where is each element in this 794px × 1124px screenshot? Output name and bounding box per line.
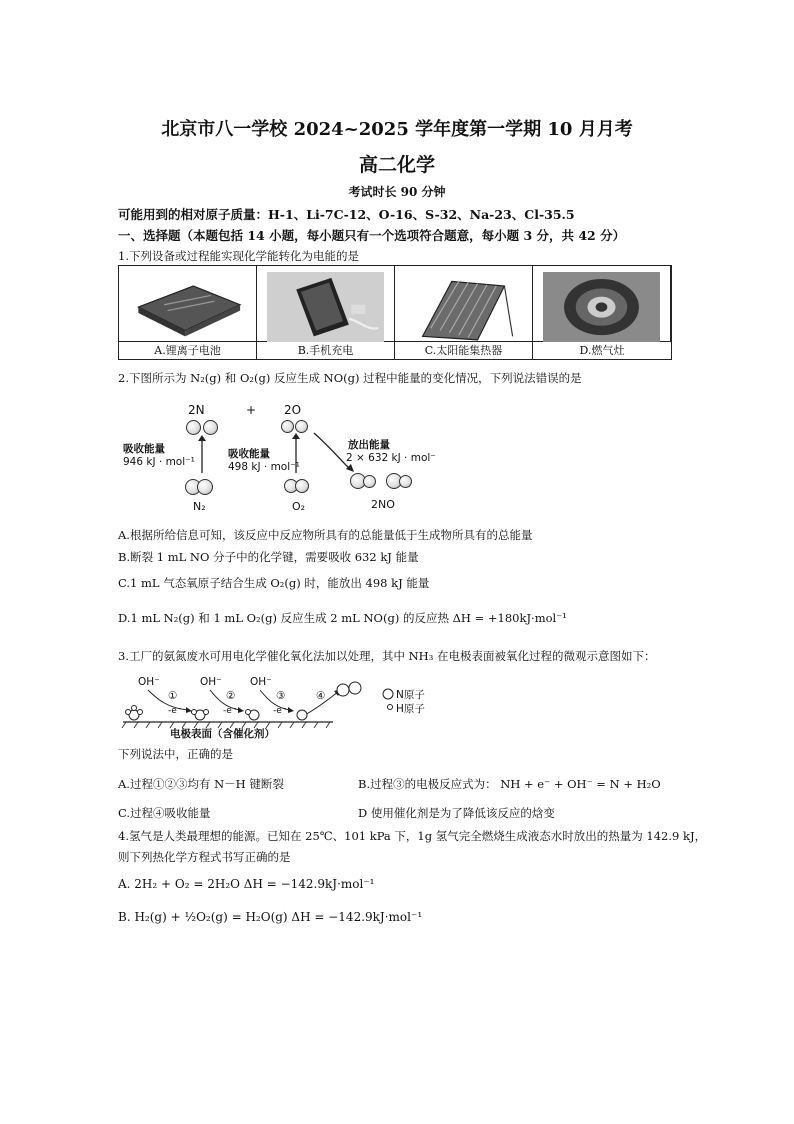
electron-2: -e⁻ — [223, 706, 237, 716]
q2-option-a: A.根据所给信息可知，该反应中反应物所具有的总能量低于生成物所具有的总能量 — [118, 528, 533, 542]
oh-label-3: OH⁻ — [250, 676, 272, 688]
label-plus: + — [246, 403, 257, 417]
q4-stem-line1: 4.氢气是人类最理想的能源。已知在 25℃、101 kPa 下，1g 氢气完全燃烧生成液态水时放出的热量为 142.9 kJ， — [118, 829, 707, 843]
q3-mechanism-diagram — [118, 670, 458, 742]
phone-charging-icon — [267, 272, 384, 342]
step-3: ③ — [276, 690, 286, 702]
q3-option-d: D 使用催化剂是为了降低该反应的焓变 — [358, 806, 555, 820]
q1-option-b: B.手机充电 — [257, 341, 395, 359]
legend-n-atom: N原子 — [396, 689, 425, 701]
q1-image-b — [257, 266, 395, 341]
exam-title: 北京市八一学校 2024~2025 学年度第一学期 10 月月考 — [161, 119, 633, 140]
n2-atom — [197, 479, 213, 495]
section-heading: 一、选择题（本题包括 14 小题，每小题只有一个选项符合题意，每小题 3 分，共 42 分） — [118, 228, 626, 243]
label-2no: 2NO — [371, 498, 395, 511]
q1-image-d — [533, 266, 671, 341]
absorb-value-2: 498 kJ · mol⁻¹ — [228, 461, 300, 473]
q4-option-b: B. H₂(g) + ½O₂(g) = H₂O(g) ΔH = −142.9kJ·mol⁻¹ — [118, 910, 423, 924]
atomic-masses: 可能用到的相对原子质量：H-1、Li-7C-12、O-16、S-32、Na-23、Cl-35.5 — [118, 207, 575, 222]
q2-energy-diagram — [118, 395, 438, 520]
label-2n: 2N — [188, 403, 205, 417]
q3-option-b: B.过程③的电极反应式为： NH + e⁻ + OH⁻ = N + H₂O — [358, 777, 661, 791]
q3-stem: 3.工厂的氨氮废水可用电化学催化氧化法加以处理，其中 NH₃ 在电极表面被氧化过程的微观示意图如下： — [118, 649, 656, 663]
q1-image-table — [118, 265, 672, 360]
exam-subject: 高二化学 — [358, 154, 435, 176]
q3-option-a: A.过程①②③均有 N－H 键断裂 — [118, 777, 284, 791]
absorb-label-2: 吸收能量 — [228, 448, 270, 460]
electron-3: -e⁻ — [273, 706, 287, 716]
q2-option-b: B.断裂 1 mL NO 分子中的化学键，需要吸收 632 kJ 能量 — [118, 550, 419, 564]
step-4: ④ — [316, 690, 326, 702]
q3-option-c: C.过程④吸收能量 — [118, 806, 211, 820]
gas-stove-icon — [543, 272, 660, 342]
q1-option-a: A.锂离子电池 — [119, 341, 257, 359]
electrode-surface-label: 电极表面（含催化剂） — [170, 728, 275, 740]
release-value: 2 × 632 kJ · mol⁻ — [346, 452, 436, 464]
label-2o: 2O — [284, 403, 302, 417]
q1-option-d: D.燃气灶 — [533, 341, 671, 359]
label-n2: N₂ — [193, 500, 206, 513]
legend-h-atom: H原子 — [396, 703, 425, 715]
solar-collector-icon — [405, 272, 522, 342]
step-2: ② — [226, 690, 236, 702]
q2-option-d: D.1 mL N₂(g) 和 1 mL O₂(g) 反应生成 2 mL NO(g) 的反应热 ΔH = +180kJ·mol⁻¹ — [118, 611, 567, 625]
exam-duration: 考试时长 90 分钟 — [348, 185, 446, 199]
oh-label-2: OH⁻ — [200, 676, 222, 688]
no-atom — [363, 475, 376, 488]
q1-stem: 1.下列设备或过程能实现化学能转化为电能的是 — [118, 249, 359, 263]
step-1: ① — [168, 690, 178, 702]
q2-option-c: C.1 mL 气态氧原子结合生成 O₂(g) 时，能放出 498 kJ 能量 — [118, 576, 430, 590]
absorb-value-1: 946 kJ · mol⁻¹ — [123, 456, 195, 468]
q1-option-c: C.太阳能集热器 — [395, 341, 533, 359]
o2-atom — [295, 479, 309, 493]
q1-image-c — [395, 266, 533, 341]
no-atom — [399, 475, 412, 488]
q3-lead: 下列说法中，正确的是 — [118, 747, 233, 761]
label-o2: O₂ — [292, 500, 306, 513]
q4-stem-line2: 则下列热化学方程式书写正确的是 — [118, 850, 291, 864]
q2-stem: 2.下图所示为 N₂(g) 和 O₂(g) 反应生成 NO(g) 过程中能量的变化情况，下列说法错误的是 — [118, 371, 582, 385]
electron-1: -e⁻ — [168, 706, 182, 716]
oh-label-1: OH⁻ — [138, 676, 160, 688]
q4-option-a: A. 2H₂ + O₂ = 2H₂O ΔH = −142.9kJ·mol⁻¹ — [118, 877, 375, 891]
absorb-label-1: 吸收能量 — [123, 443, 165, 455]
q1-image-a — [119, 266, 257, 341]
battery-icon — [129, 272, 246, 342]
release-label: 放出能量 — [348, 439, 390, 451]
